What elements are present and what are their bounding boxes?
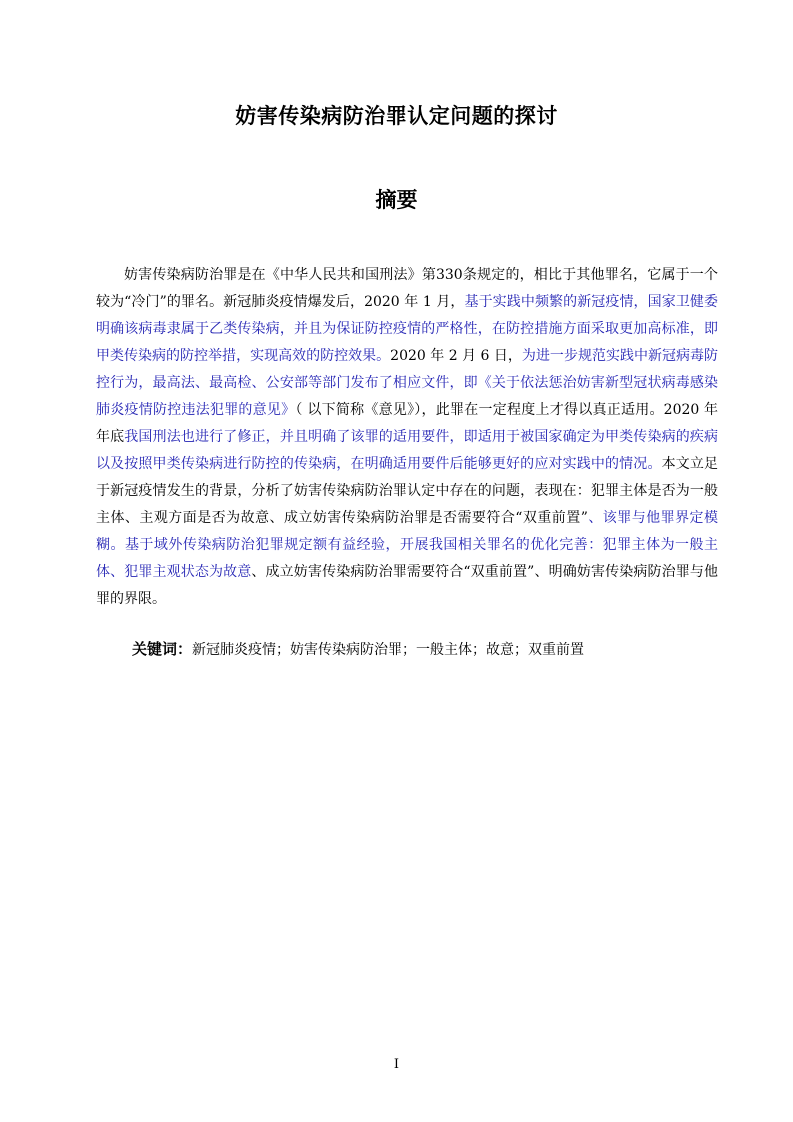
keywords-text: 新冠肺炎疫情；妨害传染病防治罪；一般主体；故意；双重前置 — [192, 642, 585, 658]
abstract-segment-highlight: 为进一步规范实践中新冠病毒防控行为，最高法、最高检、公安部等部门发布了相应文件，即《关于依法惩治妨害新型冠状病毒感染肺炎疫情防控违法犯罪的意见》 — [96, 348, 719, 418]
keywords-line — [132, 636, 732, 664]
abstract-body — [96, 262, 718, 613]
abstract-segment: 妨害传染病防治罪是在《中华人民共和国刑法》第330条规定的，相比于其他罪名，它属于一个较为“冷门”的罪名。新冠肺炎疫情爆发后，2020 年 1 月， — [96, 267, 718, 310]
document-title: 妨害传染病防治罪认定问题的探讨 — [235, 104, 558, 128]
abstract-segment-highlight: 我国刑法也进行了修正，并且明确了该罪的适用要件，即适用于被国家确定为甲类传染病的疾病以及按照甲类传染病进行防控的传染病，在明确适用要件后能够更好的应对实践中的情况。 — [96, 429, 718, 472]
keywords-label: 关键词： — [132, 640, 193, 658]
abstract-segment-highlight: 基于实践中频繁的新冠疫情，国家卫健委明确该病毒隶属于乙类传染病，并且为保证防控疫情的严格性，在防控措施方面采取更加高标准，即甲类传染病的防控举措，实现高效的防控效果。 — [96, 294, 719, 364]
abstract-segment: 本文立足于新冠疫情发生的背景，分析了妨害传染病防治罪认定中存在的问题，表现在：犯罪主体是否为一般主体、主观方面是否为故意、成立妨害传染病防治罪是否需要符合“双重前置” — [96, 456, 719, 526]
page-number: I — [393, 1057, 400, 1072]
abstract-segment-highlight: 、该罪与他罪界定模糊。基于域外传染病防治犯罪规定额有益经验，开展我国相关罪名的优化完善：犯罪主体为一般主体、犯罪主观状态为故意 — [96, 510, 719, 580]
abstract-heading: 摘要 — [375, 188, 418, 212]
abstract-segment: （ 以下简称《意见》），此罪在一定程度上才得以真正适用。2020 年年底 — [96, 402, 719, 445]
abstract-segment: 2020 年 2 月 6 日， — [390, 348, 522, 364]
abstract-segment: 、成立妨害传染病防治罪需要符合“双重前置”、明确妨害传染病防治罪与他罪的界限。 — [96, 564, 719, 607]
